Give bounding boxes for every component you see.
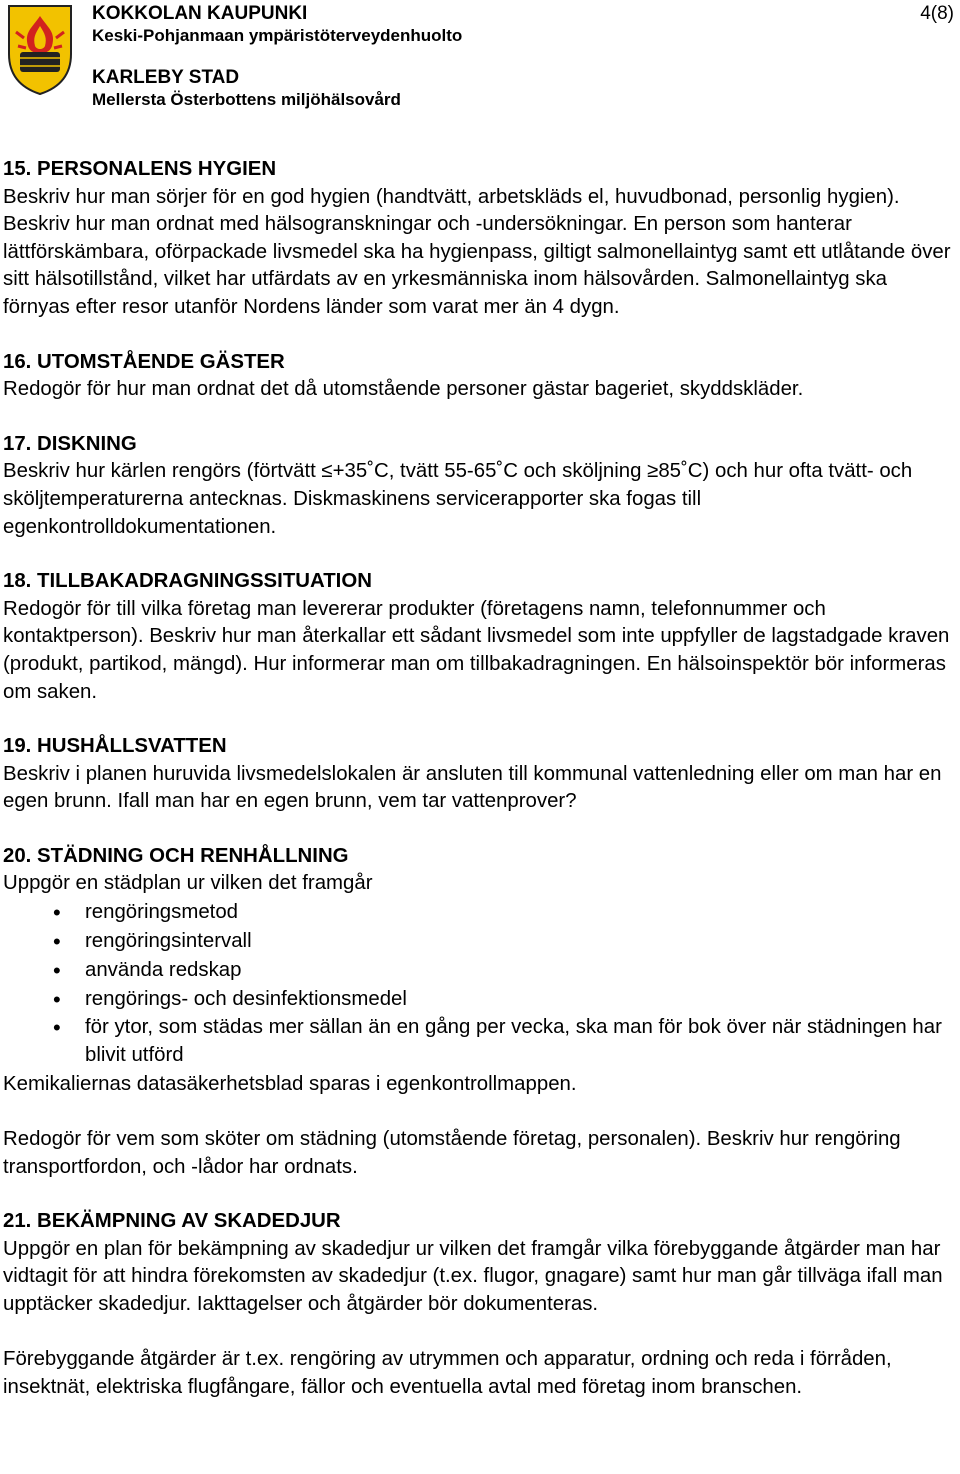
section-text: Uppgör en plan för bekämpning av skadedjur ur vilken det framgår vilka förebyggande åtgärder man har vidtagit för att hindra förekomsten av skadedjur (t.ex. flugor, gnagare) samt hur man går tillväga ifall man upptäcker skadedjur. Iakttagelser och åtgärder bör dokumenteras. <box>3 1237 943 1315</box>
section-note: Kemikaliernas datasäkerhetsblad sparas i egenkontrollmappen. <box>3 1072 577 1095</box>
section-heading: 17. DISKNING <box>3 432 137 455</box>
paragraph-spacer <box>3 1319 958 1347</box>
section-text: Förebyggande åtgärder är t.ex. rengöring av utrymmen och apparatur, ordning och reda i förråden, insektnät, elektriska flugfångare, fällor och eventuella avtal med företag inom branschen. <box>3 1348 892 1398</box>
list-item: • rengöringsintervall <box>3 928 958 956</box>
org-name-finnish: KOKKOLAN KAUPUNKI <box>92 3 308 24</box>
document-body <box>3 156 958 1428</box>
dept-name-swedish: Mellersta Österbottens miljöhälsovård <box>92 90 401 109</box>
section-text: Beskriv i planen huruvida livsmedelslokalen är ansluten till kommunal vattenledning eller om man har en egen brunn. Ifall man har en egen brunn, vem tar vattenprover? <box>3 762 942 813</box>
section-heading: 21. BEKÄMPNING AV SKADEDJUR <box>3 1210 341 1233</box>
section-text: Redogör för hur man ordnat det då utomstående personer gästar bageriet, skyddskläder. <box>3 378 804 401</box>
section-19 <box>3 733 958 816</box>
list-item: • rengöringsmetod <box>3 899 958 927</box>
section-20 <box>3 843 958 1181</box>
coat-of-arms-icon <box>6 2 74 96</box>
section-heading: 19. HUSHÅLLSVATTEN <box>3 735 227 758</box>
list-item: • använda redskap <box>3 957 958 985</box>
section-16 <box>3 349 958 404</box>
page-header <box>0 0 960 120</box>
section-intro: Uppgör en städplan ur vilken det framgår <box>3 872 373 895</box>
section-text: Beskriv hur man sörjer för en god hygien (handtvätt, arbetskläds el, huvudbonad, personlig hygien). Beskriv hur man ordnat med hälsogranskningar och -undersökningar. En person som hanterar lättförskämbara, oförpackade livsmedel ska ha hygienpass, giltigt salmonellaintyg samt ett utlåtande över sitt hälsotillstånd, vilket har utfärdats av en yrkesmänniska inom hälsovården. Salmonellaintyg ska förnyas efter resor utanför Nordens länder som varat mer än 4 dygn. <box>3 185 951 318</box>
section-text: Redogör för till vilka företag man levererar produkter (företagens namn, telefonnummer och kontaktperson). Beskriv hur man återkallar ett sådant livsmedel som inte uppfyller de lagstadgade kraven (produkt, partikod, mängd). Hur informerar man om tillbakadragningen. En hälsoinspektör bör informeras om saken. <box>3 597 950 703</box>
section-heading: 20. STÄDNING OCH RENHÅLLNING <box>3 844 349 867</box>
list-item: • för ytor, som städas mer sällan än en gång per vecka, ska man för bok över när städningen har blivit utförd <box>3 1014 958 1069</box>
section-heading: 16. UTOMSTÅENDE GÄSTER <box>3 350 285 373</box>
org-name-swedish: KARLEBY STAD <box>92 67 240 88</box>
list-item: • rengörings- och desinfektionsmedel <box>3 986 958 1014</box>
section-18 <box>3 568 958 706</box>
paragraph-spacer <box>3 1098 958 1126</box>
section-15 <box>3 156 958 322</box>
section-heading: 15. PERSONALENS HYGIEN <box>3 158 277 180</box>
section-heading: 18. TILLBAKADRAGNINGSSITUATION <box>3 570 372 593</box>
page-number: 4(8) <box>920 3 954 24</box>
bullet-list <box>3 899 958 1069</box>
section-text: Beskriv hur kärlen rengörs (förtvätt ≤+35˚C, tvätt 55-65˚C och sköljning ≥85˚C) och hur ofta tvätt- och sköljtemperaturerna antecknas. Diskmaskinens servicerapporter ska fogas till egenkontrolldokumentationen. <box>3 460 913 538</box>
section-21 <box>3 1208 958 1401</box>
section-17 <box>3 431 958 541</box>
section-text: Redogör för vem som sköter om städning (utomstående företag, personalen). Beskriv hur rengöring transportfordon, och -lådor har ordnats. <box>3 1127 901 1178</box>
dept-name-finnish: Keski-Pohjanmaan ympäristöterveydenhuolto <box>92 26 463 45</box>
